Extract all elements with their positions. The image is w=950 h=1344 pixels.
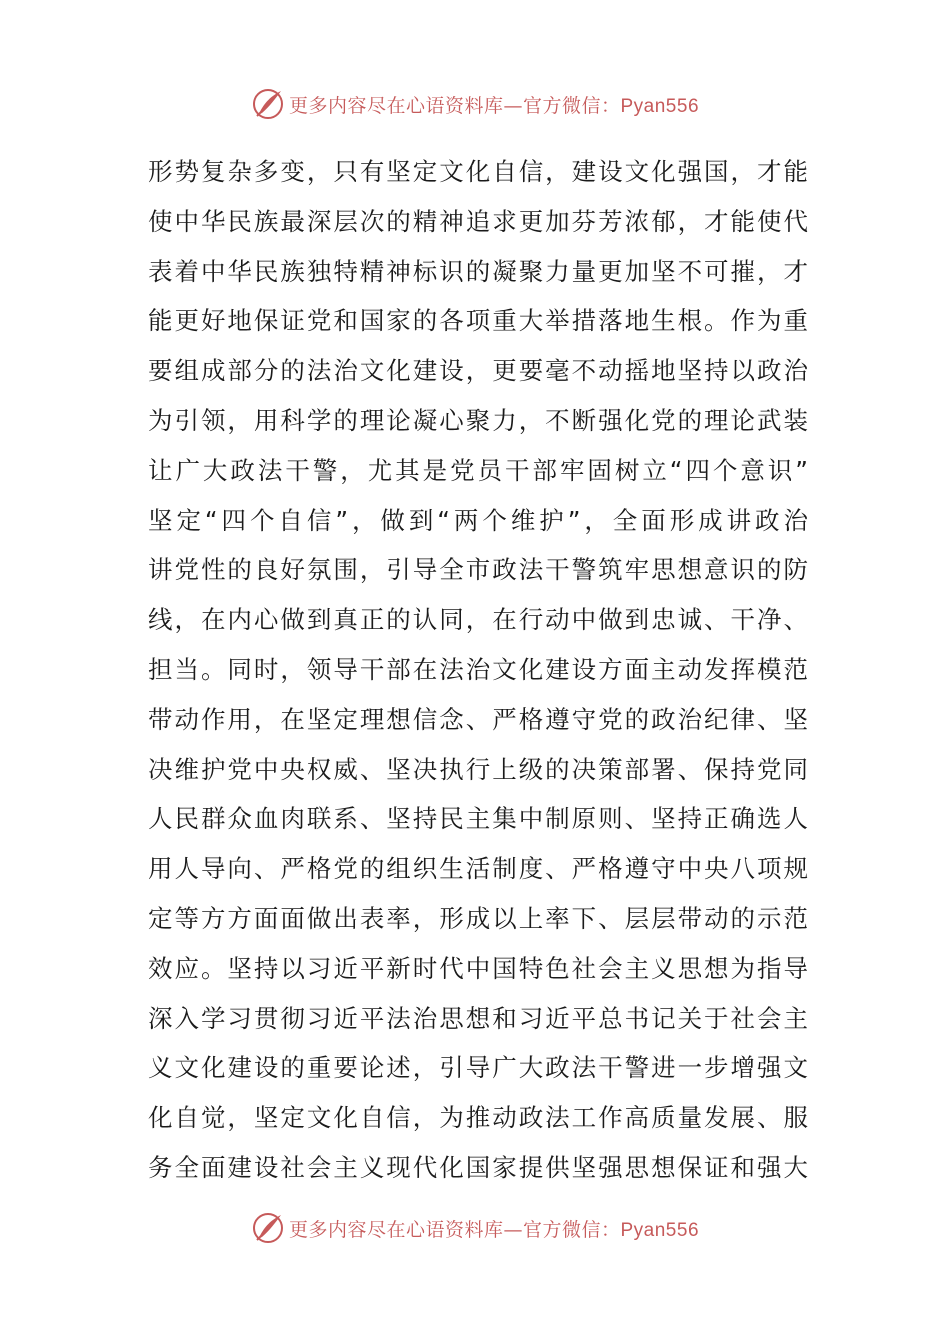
text-line: 义文化建设的重要论述，引导广大政法干警进一步增强文 <box>148 1053 808 1083</box>
text-line: 能更好地保证党和国家的各项重大举措落地生根。作为重 <box>148 306 808 336</box>
text-line: 决维护党中央权威、坚决执行上级的决策部署、保持党同 <box>148 754 808 784</box>
header-official-label: 官方微信： <box>522 94 621 117</box>
footer-dash: — <box>503 1218 523 1241</box>
text-line: 用人导向、严格党的组织生活制度、严格遵守中央八项规 <box>148 854 808 884</box>
footer-banner <box>0 1208 950 1248</box>
text-line: 务全面建设社会主义现代化国家提供坚强思想保证和强大 <box>148 1152 808 1182</box>
footer-brand: 更多内容尽在心语资料库 <box>288 1218 504 1241</box>
footer-text <box>289 1215 699 1242</box>
text-line: 人民群众血肉联系、坚持民主集中制原则、坚持正确选人 <box>148 804 808 834</box>
text-line: 带动作用，在坚定理想信念、严格遵守党的政治纪律、坚 <box>148 704 808 734</box>
text-line: 坚定“四个自信”，做到“两个维护”，全面形成讲政治 <box>148 505 808 535</box>
text-line: 使中华民族最深层次的精神追求更加芬芳浓郁，才能使代 <box>148 206 808 236</box>
document-body <box>148 147 808 1193</box>
text-line: 讲党性的良好氛围，引导全市政法干警筑牢思想意识的防 <box>148 555 808 585</box>
text-line: 形势复杂多变，只有坚定文化自信，建设文化强国，才能 <box>148 157 808 186</box>
text-line: 化自觉，坚定文化自信，为推动政法工作高质量发展、服 <box>148 1103 808 1133</box>
text-line: 效应。坚持以习近平新时代中国特色社会主义思想为指导 <box>148 953 808 983</box>
footer-official-label: 官方微信： <box>522 1218 621 1241</box>
text-line: 定等方方面面做出表率，形成以上率下、层层带动的示范 <box>148 903 808 933</box>
quill-pen-logo-icon <box>251 87 285 121</box>
text-line: 表着中华民族独特精神标识的凝聚力量更加坚不可摧，才 <box>148 256 808 286</box>
text-line: 要组成部分的法治文化建设，更要毫不动摇地坚持以政治 <box>148 356 808 386</box>
header-wechat-id: Pyan556 <box>620 95 700 117</box>
header-dash: — <box>503 94 523 117</box>
text-line: 为引领，用科学的理论凝心聚力，不断强化党的理论武装 <box>148 405 808 435</box>
header-text <box>289 91 699 118</box>
header-brand: 更多内容尽在心语资料库 <box>288 94 504 117</box>
quill-pen-logo-icon <box>251 1211 285 1245</box>
text-line: 深入学习贯彻习近平法治思想和习近平总书记关于社会主 <box>148 1003 808 1033</box>
text-line: 让广大政法干警，尤其是党员干部牢固树立“四个意识” <box>148 455 808 485</box>
text-line: 线，在内心做到真正的认同，在行动中做到忠诚、干净、 <box>148 605 808 635</box>
footer-wechat-id: Pyan556 <box>620 1219 700 1241</box>
text-line: 担当。同时，领导干部在法治文化建设方面主动发挥模范 <box>148 654 808 684</box>
header-banner <box>0 84 950 124</box>
